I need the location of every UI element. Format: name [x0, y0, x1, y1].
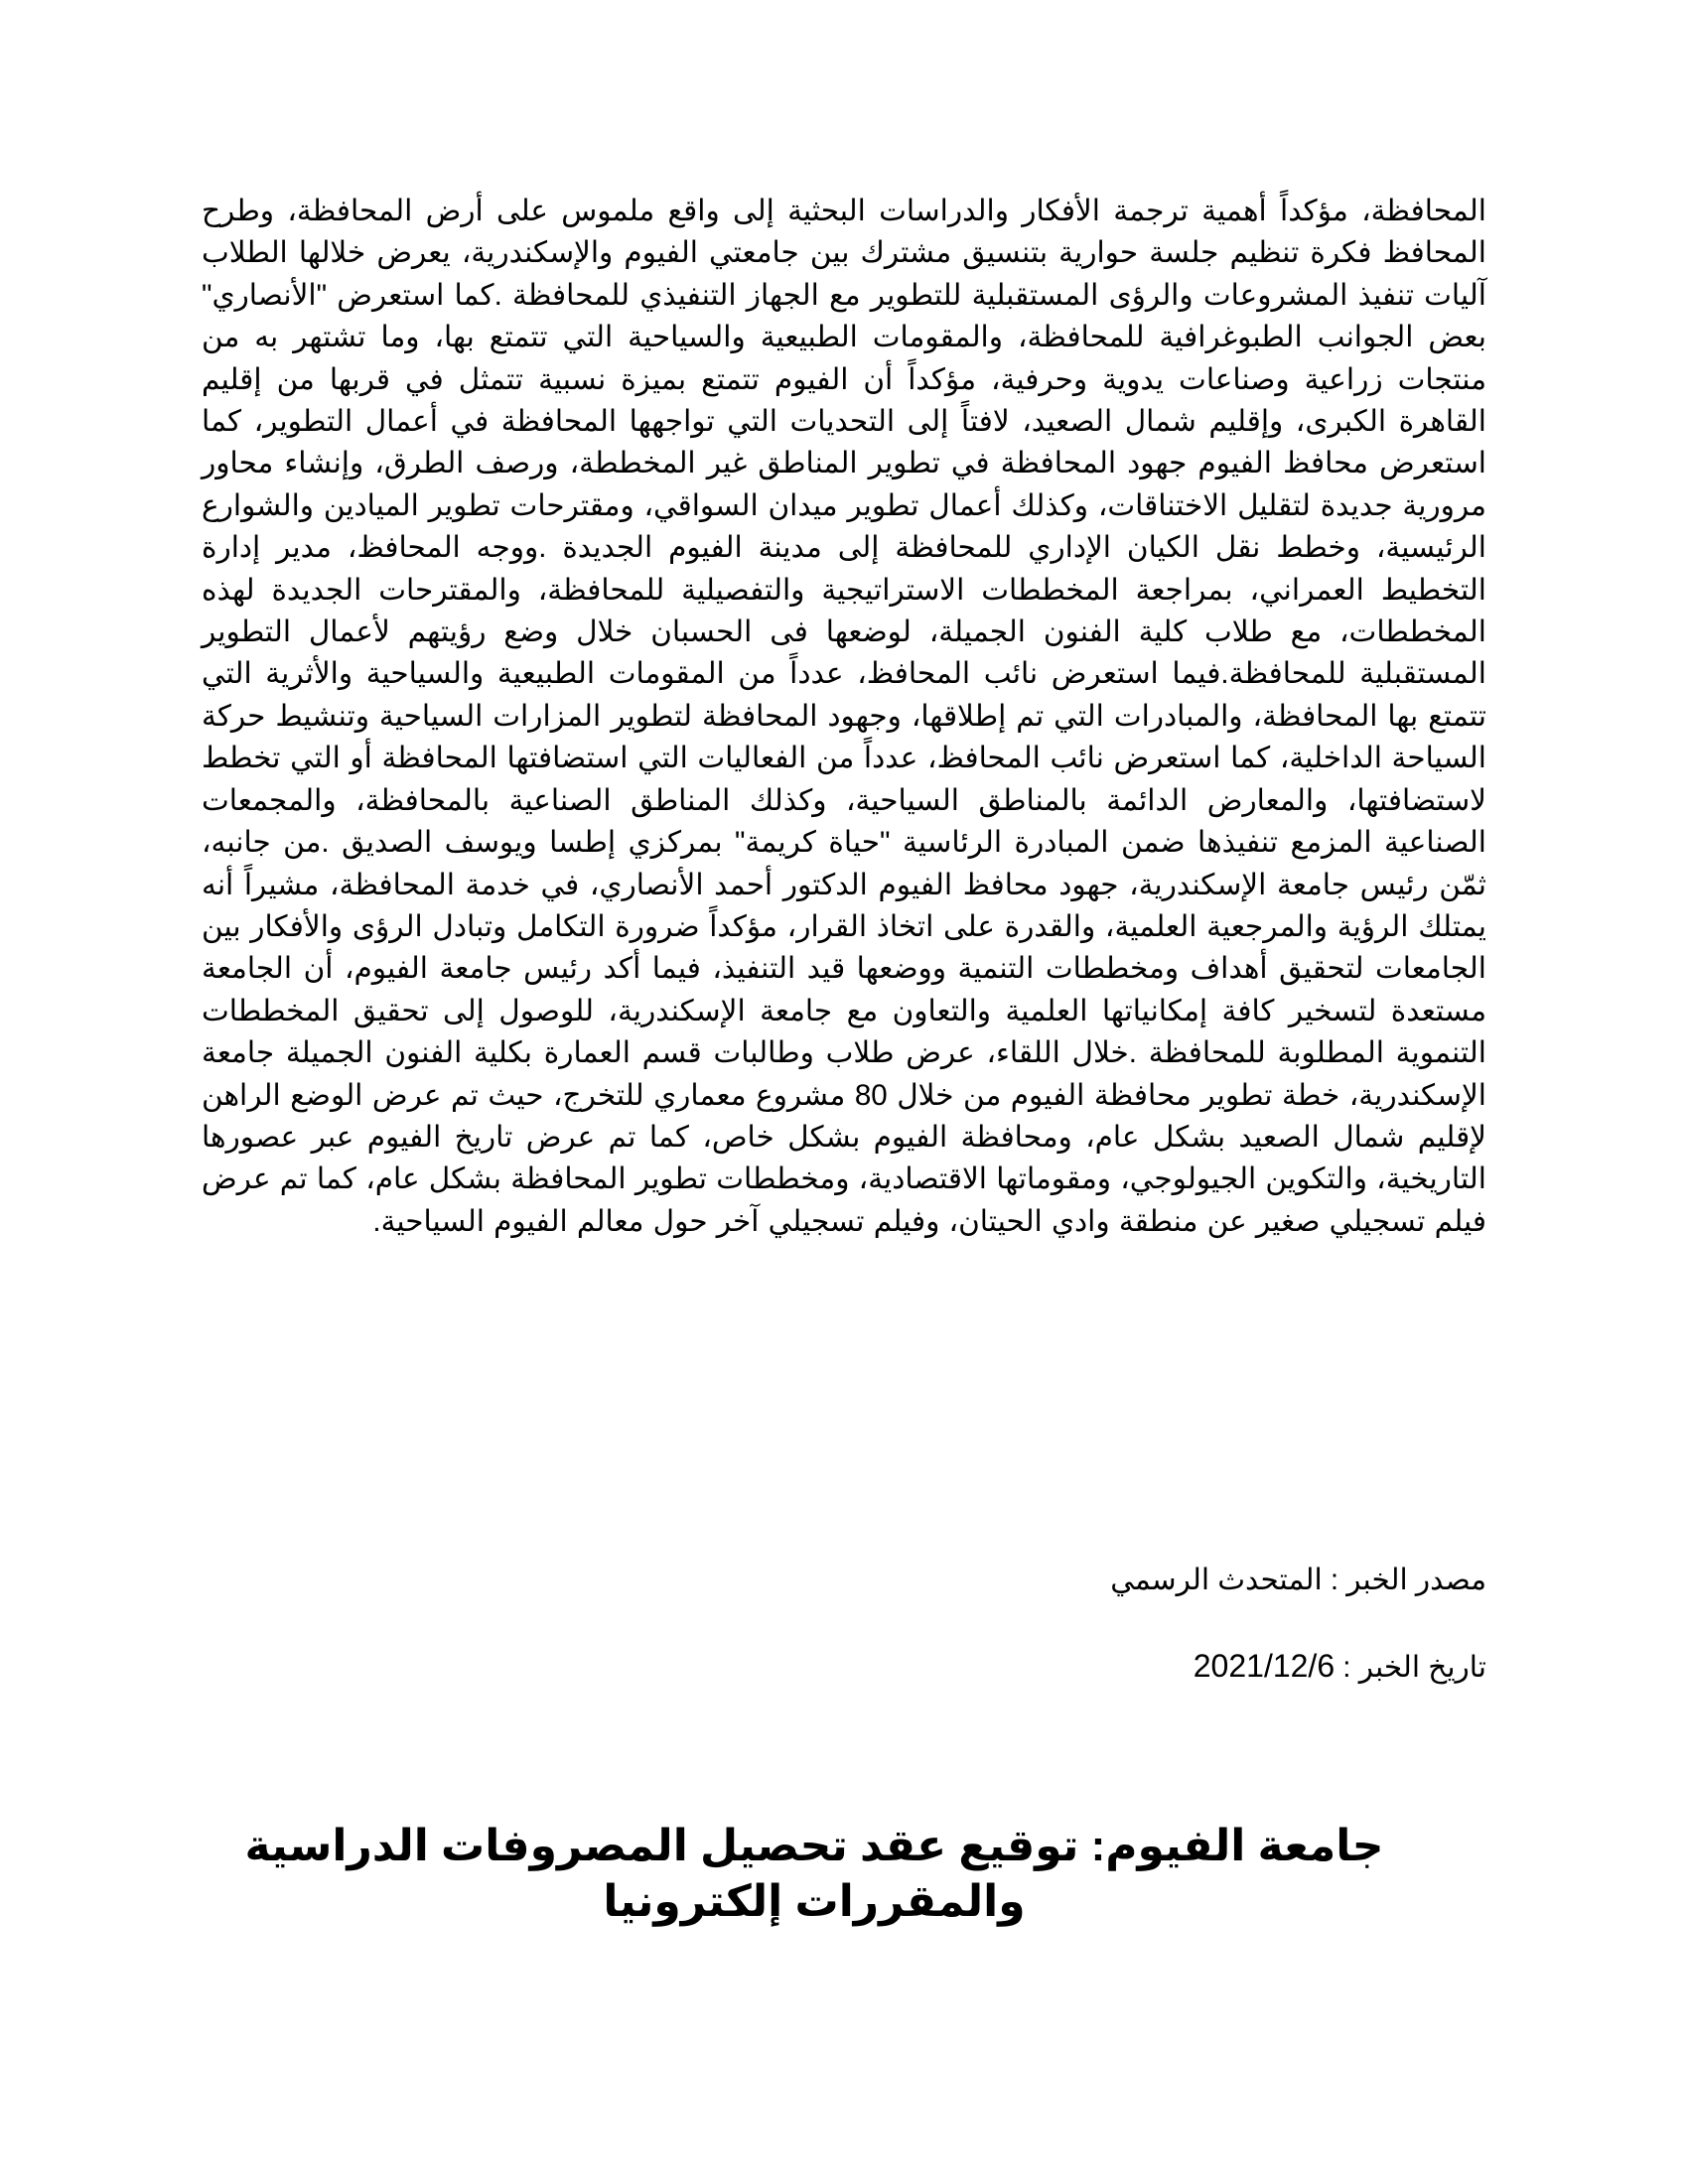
- news-date-line: [202, 1645, 1486, 1689]
- news-date-label: تاريخ الخبر :: [1335, 1651, 1486, 1684]
- article-body-paragraph: المحافظة، مؤكداً أهمية ترجمة الأفكار والدراسات البحثية إلى واقع ملموس على أرض المحافظة، وطرح المحافظ فكرة تنظيم جلسة حوارية بتنسيق مشترك بين جامعتي الفيوم والإسكندرية، يعرض خلالها الطلاب آليات تنفيذ المشروعات والرؤى المستقبلية للتطوير مع الجهاز التنفيذي للمحافظة .كما استعرض "الأنصاري" بعض الجوانب الطبوغرافية للمحافظة، والمقومات الطبيعية والسياحية التي تتمتع بها، وما تشتهر به من منتجات زراعية وصناعات يدوية وحرفية، مؤكداً أن الفيوم تتمتع بميزة نسبية تتمثل في قربها من إقليم القاهرة الكبرى، وإقليم شمال الصعيد، لافتاً إلى التحديات التي تواجهها المحافظة في أعمال التطوير، كما استعرض محافظ الفيوم جهود المحافظة في تطوير المناطق غير المخططة، ورصف الطرق، وإنشاء محاور مرورية جديدة لتقليل الاختناقات، وكذلك أعمال تطوير ميدان السواقي، ومقترحات تطوير الميادين والشوارع الرئيسية، وخطط نقل الكيان الإداري للمحافظة إلى مدينة الفيوم الجديدة .ووجه المحافظ، مدير إدارة التخطيط العمراني، بمراجعة المخططات الاستراتيجية والتفصيلية للمحافظة، والمقترحات الجديدة لهذه المخططات، مع طلاب كلية الفنون الجميلة، لوضعها فى الحسبان خلال وضع رؤيتهم لأعمال التطوير المستقبلية للمحافظة.فيما استعرض نائب المحافظ، عدداً من المقومات الطبيعية والسياحية والأثرية التي تتمتع بها المحافظة، والمبادرات التي تم إطلاقها، وجهود المحافظة لتطوير المزارات السياحية وتنشيط حركة السياحة الداخلية، كما استعرض نائب المحافظ، عدداً من الفعاليات التي استضافتها المحافظة أو التي تخطط لاستضافتها، والمعارض الدائمة بالمناطق السياحية، وكذلك المناطق الصناعية بالمحافظة، والمجمعات الصناعية المزمع تنفيذها ضمن المبادرة الرئاسية "حياة كريمة" بمركزي إطسا ويوسف الصديق .من جانبه، ثمّن رئيس جامعة الإسكندرية، جهود محافظ الفيوم الدكتور أحمد الأنصاري، في خدمة المحافظة، مشيراً أنه يمتلك الرؤية والمرجعية العلمية، والقدرة على اتخاذ القرار، مؤكداً ضرورة التكامل وتبادل الرؤى والأفكار بين الجامعات لتحقيق أهداف ومخططات التنمية ووضعها قيد التنفيذ، فيما أكد رئيس جامعة الفيوم، أن الجامعة مستعدة لتسخير كافة إمكانياتها العلمية والتعاون مع جامعة الإسكندرية، للوصول إلى تحقيق المخططات التنموية المطلوبة للمحافظة .خلال اللقاء، عرض طلاب وطالبات قسم العمارة بكلية الفنون الجميلة جامعة الإسكندرية، خطة تطوير محافظة الفيوم من خلال 80 مشروع معماري للتخرج، حيث تم عرض الوضع الراهن لإقليم شمال الصعيد بشكل عام، ومحافظة الفيوم بشكل خاص، كما تم عرض تاريخ الفيوم عبر عصورها التاريخية، والتكوين الجيولوجي، ومقوماتها الاقتصادية، ومخططات تطوير المحافظة بشكل عام، كما تم عرض فيلم تسجيلي صغير عن منطقة وادي الحيتان، وفيلم تسجيلي آخر حول معالم الفيوم السياحية.: [202, 195, 1486, 1238]
- news-source-line: مصدر الخبر : المتحدث الرسمي: [1110, 1564, 1486, 1596]
- next-article-title: جامعة الفيوم: توقيع عقد تحصيل المصروفات الدراسية والمقررات إلكترونيا: [244, 1822, 1384, 1926]
- news-date-value: 2021/12/6: [1193, 1648, 1336, 1684]
- document-page: [202, 191, 1486, 1926]
